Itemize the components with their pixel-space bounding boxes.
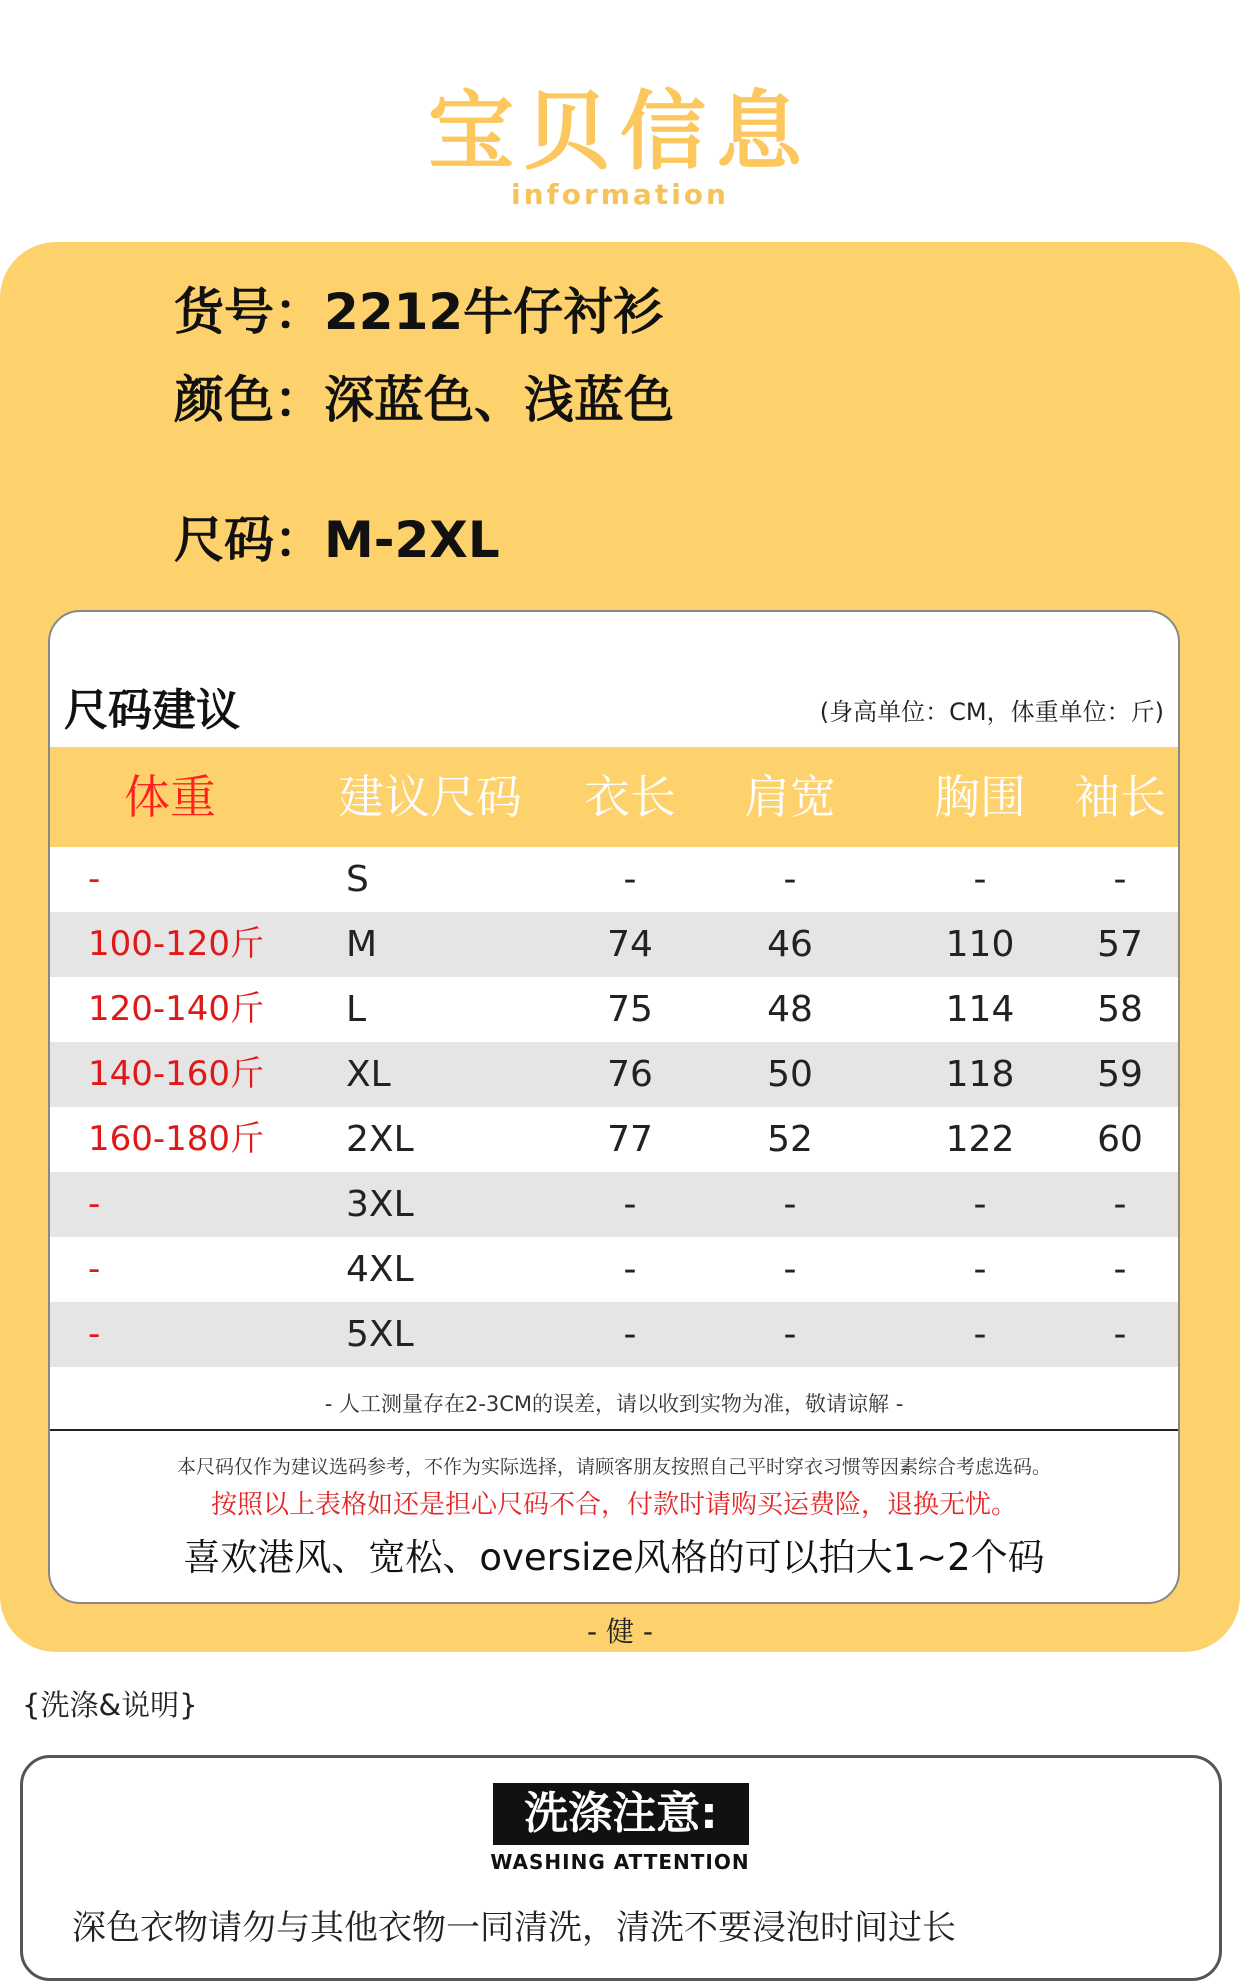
cell-weight: - [88,1314,101,1354]
cell-length: - [623,859,637,900]
cell-chest: - [973,1314,987,1355]
table-row [50,912,1178,977]
cell-sleeve: 57 [1097,924,1143,965]
cell-length: - [623,1249,637,1290]
cell-sleeve: 58 [1097,989,1143,1030]
cell-sleeve: 60 [1097,1119,1143,1160]
cell-weight: 120-140斤 [88,989,265,1029]
cell-length: 77 [607,1119,653,1160]
cell-suggested-size: 2XL [346,1119,414,1160]
table-row [50,1237,1178,1302]
cell-suggested-size: 5XL [346,1314,414,1355]
cell-weight: 140-160斤 [88,1054,265,1094]
cell-sleeve: - [1113,1184,1127,1225]
column-header-suggested-size: 建议尺码 [338,770,522,824]
cell-weight: 160-180斤 [88,1119,265,1159]
column-header-length: 衣长 [584,770,676,824]
cell-weight: - [88,1249,101,1289]
cell-shoulder: - [783,1184,797,1225]
page-title: 宝贝信息 [428,82,812,182]
page-subtitle: information [511,178,729,211]
cell-shoulder: 52 [767,1119,813,1160]
cell-chest: 110 [945,924,1015,965]
cell-sleeve: - [1113,1249,1127,1290]
cell-chest: 118 [945,1054,1015,1095]
reference-note: 本尺码仅作为建议选码参考，不作为实际选择，请顾客朋友按照自己平时穿衣习惯等因素综合考虑选码。 [176,1456,1051,1478]
column-header-sleeve: 袖长 [1074,770,1166,824]
unit-note: (身高单位：CM，体重单位：斤) [819,698,1164,726]
column-header-weight: 体重 [124,770,216,824]
cell-chest: - [973,1249,987,1290]
style-note: 喜欢港风、宽松、oversize风格的可以拍大1~2个码 [183,1536,1045,1579]
wash-instructions: 深色衣物请勿与其他衣物一同清洗，清洗不要浸泡时间过长 [72,1908,956,1948]
cell-suggested-size: S [346,859,369,900]
cell-chest: 114 [945,989,1015,1030]
cell-length: 75 [607,989,653,1030]
cell-sleeve: - [1113,1314,1127,1355]
table-row [50,1172,1178,1237]
cell-shoulder: - [783,859,797,900]
size-range: 尺码：M-2XL [174,511,500,569]
size-chart-card [48,610,1180,1604]
table-row [50,1107,1178,1172]
cell-suggested-size: L [346,989,367,1030]
table-row [50,1042,1178,1107]
table-row [50,977,1178,1042]
cell-weight: - [88,1184,101,1224]
cell-chest: - [973,859,987,900]
signature: - 健 - [586,1615,653,1648]
cell-length: - [623,1314,637,1355]
cell-weight: 100-120斤 [88,924,265,964]
cell-shoulder: 50 [767,1054,813,1095]
table-row [50,1302,1178,1367]
cell-shoulder: 46 [767,924,813,965]
wash-section-tag: {洗涤&说明} [22,1688,198,1722]
cell-length: 76 [607,1054,653,1095]
column-header-shoulder: 肩宽 [744,770,836,824]
cell-length: 74 [607,924,653,965]
wash-subtitle: WASHING ATTENTION [490,1850,750,1874]
cell-suggested-size: 3XL [346,1184,414,1225]
column-header-chest: 胸围 [934,770,1026,824]
cell-suggested-size: M [346,924,378,965]
cell-sleeve: - [1113,859,1127,900]
table-header [50,747,1178,847]
cell-shoulder: - [783,1249,797,1290]
wash-title: 洗涤注意: [493,1783,749,1845]
divider [50,1429,1178,1431]
cell-shoulder: 48 [767,989,813,1030]
cell-sleeve: 59 [1097,1054,1143,1095]
cell-suggested-size: XL [346,1054,391,1095]
item-number: 货号：2212牛仔衬衫 [174,283,664,341]
measurement-note: - 人工测量存在2-3CM的误差，请以收到实物为准，敬请谅解 - [324,1392,904,1416]
cell-suggested-size: 4XL [346,1249,414,1290]
color-options: 颜色：深蓝色、浅蓝色 [174,371,674,429]
cell-shoulder: - [783,1314,797,1355]
cell-chest: 122 [945,1119,1015,1160]
cell-weight: - [88,859,101,899]
cell-length: - [623,1184,637,1225]
size-chart-title: 尺码建议 [64,685,240,736]
shipping-insurance-note: 按照以上表格如还是担心尺码不合，付款时请购买运费险，退换无忧。 [210,1490,1017,1520]
cell-chest: - [973,1184,987,1225]
table-row [50,847,1178,912]
